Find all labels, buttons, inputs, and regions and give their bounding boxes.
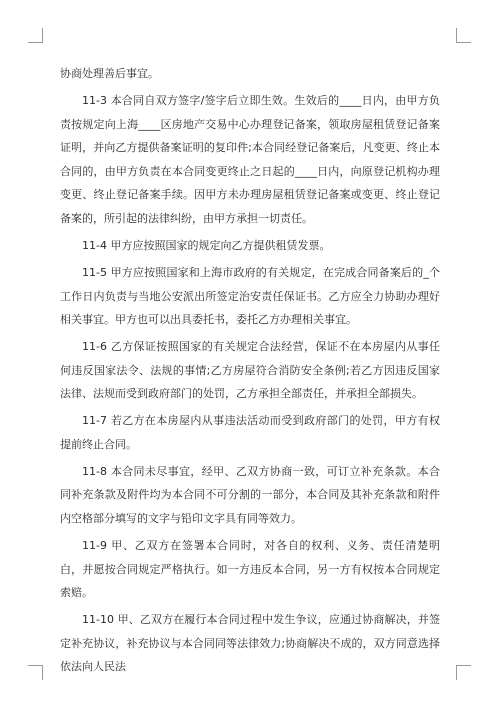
paragraph-clause-11-8: 11-8 本合同未尽事宜，经甲、乙双方协商一致，可订立补充条款。本合同补充条款及附件均为本合同不可分割的一部分，本合同及其补充条款和附件内空格部分填写的文字与铅印文字具有同等效力。 bbox=[60, 464, 440, 526]
paragraph-clause-11-7: 11-7 若乙方在本房屋内从事违法活动而受到政府部门的处罚，甲方有权提前终止合同。 bbox=[60, 414, 440, 451]
document-body bbox=[60, 62, 440, 682]
crop-mark-bottom-left bbox=[28, 665, 43, 680]
paragraph-clause-11-9: 11-9 甲、乙双方在签署本合同时，对各自的权利、义务、责任清楚明白，并愿按合同规定严格执行。如一方违反本合同，另一方有权按本合同规定索赔。 bbox=[60, 539, 440, 600]
paragraph-clause-11-3: 11-3 本合同自双方签字/签字后立即生效。生效后的____日内，由甲方负责按规定向上海____区房地产交易中心办理登记备案，领取房屋租赁登记备案证明，并向乙方提供备案证明的复印件;本合同经登记备案后，凡变更、终止本合同的，由甲方负责在本合同变更终止之日起的____日内，向原登记机构办理变更、终止登记备案手续。因甲方未办理房屋租赁登记备案或变更、终止登记备案的，所引起的法律纠纷，由甲方承担一切责任。 bbox=[60, 93, 440, 225]
paragraph-continuation: 协商处理善后事宜。 bbox=[60, 67, 159, 80]
paragraph-clause-11-5: 11-5 甲方应按照国家和上海市政府的有关规定，在完成合同备案后的_个工作日内负责与当地公安派出所签定治安责任保证书。乙方应全力协助办理好相关事宜。甲方也可以出具委托书，委托乙方办理相关事宜。 bbox=[60, 265, 440, 327]
paragraph-clause-11-6: 11-6 乙方保证按照国家的有关规定合法经营，保证不在本房屋内从事任何违反国家法令、法规的事情;乙方房屋符合消防安全条例;若乙方因违反国家法律、法规而受到政府部门的处罚，乙方承担全部责任，并承担全部损失。 bbox=[60, 340, 440, 401]
crop-mark-top-left bbox=[28, 28, 43, 43]
crop-mark-bottom-right bbox=[456, 665, 471, 680]
crop-mark-top-right bbox=[456, 28, 471, 43]
paragraph-clause-11-10: 11-10 甲、乙双方在履行本合同过程中发生争议，应通过协商解决，并签定补充协议，补充协议与本合同同等法律效力;协商解决不成的，双方同意选择依法向人民法 bbox=[60, 613, 440, 674]
paragraph-clause-11-4: 11-4 甲方应按照国家的规定向乙方提供租赁发票。 bbox=[82, 238, 331, 252]
